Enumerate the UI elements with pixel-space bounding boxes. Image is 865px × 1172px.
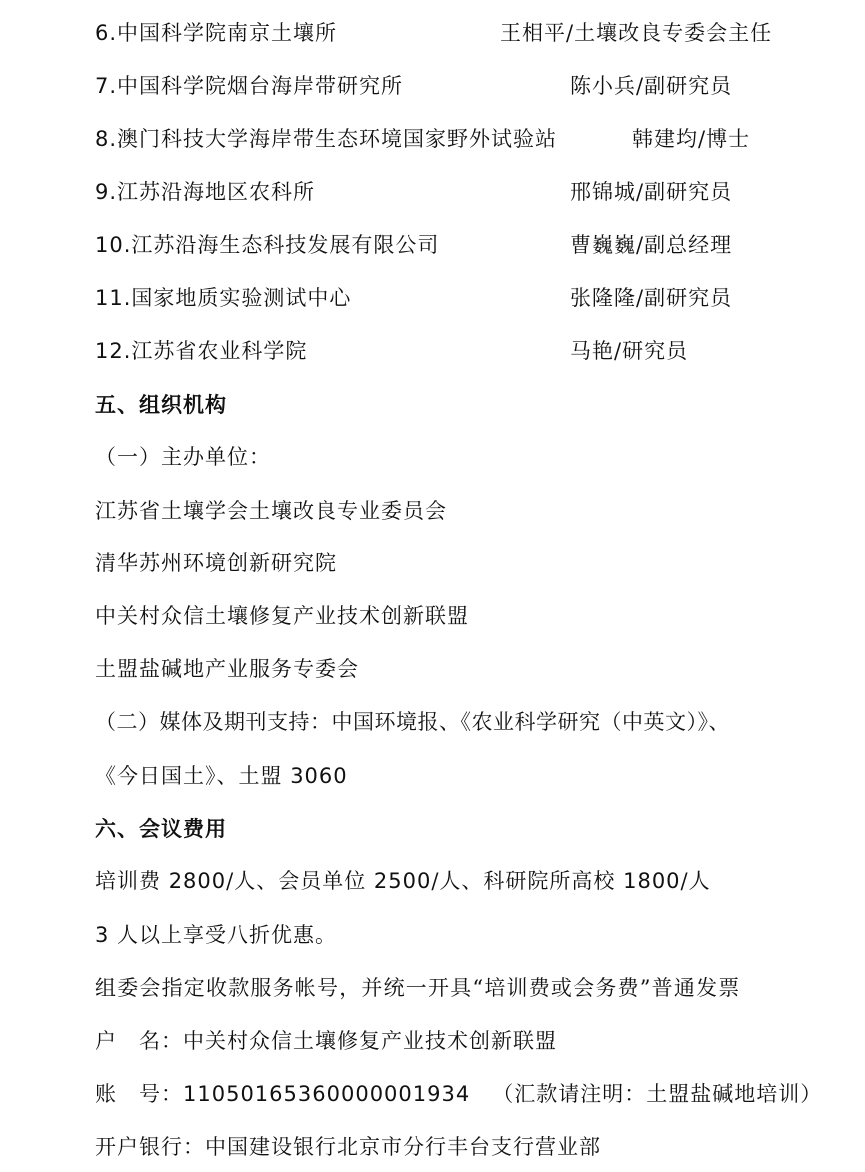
media-number: 3060: [290, 764, 348, 788]
account-number-line: [95, 1079, 822, 1109]
expert-org: 江苏省农业科学院: [131, 339, 308, 363]
expert-row: [95, 71, 403, 101]
expert-person: 韩建均/博士: [632, 127, 751, 151]
bank-line: [95, 1132, 601, 1162]
host-org: 清华苏州环境创新研究院: [95, 551, 337, 575]
section-heading: 五、组织机构: [95, 392, 227, 417]
bank-name: 中国建设银行北京市分行丰台支行营业部: [205, 1135, 601, 1159]
account-name-label: 户 名：: [95, 1029, 183, 1053]
host-org: 土盟盐碱地产业服务专委会: [95, 657, 359, 681]
expert-number: 7.: [95, 74, 118, 98]
expert-number: 12.: [95, 339, 132, 363]
expert-org: 澳门科技大学海岸带生态环境国家野外试验站: [117, 127, 558, 151]
expert-org: 中国科学院烟台海岸带研究所: [117, 74, 404, 98]
expert-number: 10.: [95, 233, 132, 257]
expert-row: [95, 18, 337, 48]
account-note: （汇款请注明：土盟盐碱地培训）: [492, 1082, 823, 1106]
host-org: 江苏省土壤学会土壤改良专业委员会: [95, 499, 447, 523]
expert-row: [95, 177, 315, 207]
fee-text: /人、科研院所高校: [431, 869, 624, 893]
expert-number: 6.: [95, 21, 118, 45]
section-heading: 六、会议费用: [95, 816, 227, 841]
expert-row: [95, 336, 307, 366]
invoice-notice: 组委会指定收款服务帐号，并统一开具“培训费或会务费”普通发票: [95, 976, 741, 1000]
fee-text: /人: [680, 869, 711, 893]
expert-row: [95, 230, 439, 260]
discount-line: [95, 920, 337, 950]
fee-number: 2800: [168, 869, 227, 893]
expert-org: 江苏沿海地区农科所: [117, 180, 316, 204]
fee-text: 培训费: [95, 869, 169, 893]
media-support-cont: [95, 761, 348, 791]
host-org: 中关村众信土壤修复产业技术创新联盟: [95, 604, 469, 628]
account-name-line: [95, 1026, 557, 1056]
expert-person: 陈小兵/副研究员: [570, 74, 733, 98]
fee-line: [95, 866, 711, 896]
expert-row: [95, 283, 351, 313]
expert-person: 张隆隆/副研究员: [570, 286, 733, 310]
media-support: （二）媒体及期刊支持：中国环境报、《农业科学研究（中英文）》、: [95, 710, 730, 734]
subsection-heading: （一）主办单位：: [95, 445, 271, 469]
expert-row: [95, 124, 557, 154]
expert-org: 江苏沿海生态科技发展有限公司: [131, 233, 440, 257]
fee-text: /人、会员单位: [226, 869, 374, 893]
fee-number: 1800: [623, 869, 681, 893]
expert-org: 中国科学院南京土壤所: [117, 21, 338, 45]
expert-person: 马艳/研究员: [570, 339, 689, 363]
expert-person: 邢锦城/副研究员: [570, 180, 733, 204]
account-name: 中关村众信土壤修复产业技术创新联盟: [183, 1029, 557, 1053]
expert-number: 11.: [95, 286, 132, 310]
expert-number: 8.: [95, 127, 118, 151]
expert-number: 9.: [95, 180, 118, 204]
expert-person: 王相平/土壤改良专委会主任: [500, 21, 773, 45]
fee-number: 2500: [373, 869, 432, 893]
expert-org: 国家地质实验测试中心: [131, 286, 352, 310]
bank-label: 开户银行：: [95, 1135, 205, 1159]
discount-number: 3: [95, 923, 110, 947]
account-number-label: 账 号：: [95, 1082, 183, 1106]
discount-text: 人以上享受八折优惠。: [109, 923, 338, 947]
account-number: 11050165360000001934: [183, 1082, 471, 1106]
expert-person: 曹巍巍/副总经理: [570, 233, 733, 257]
media-text: 《今日国土》、土盟: [95, 764, 291, 788]
